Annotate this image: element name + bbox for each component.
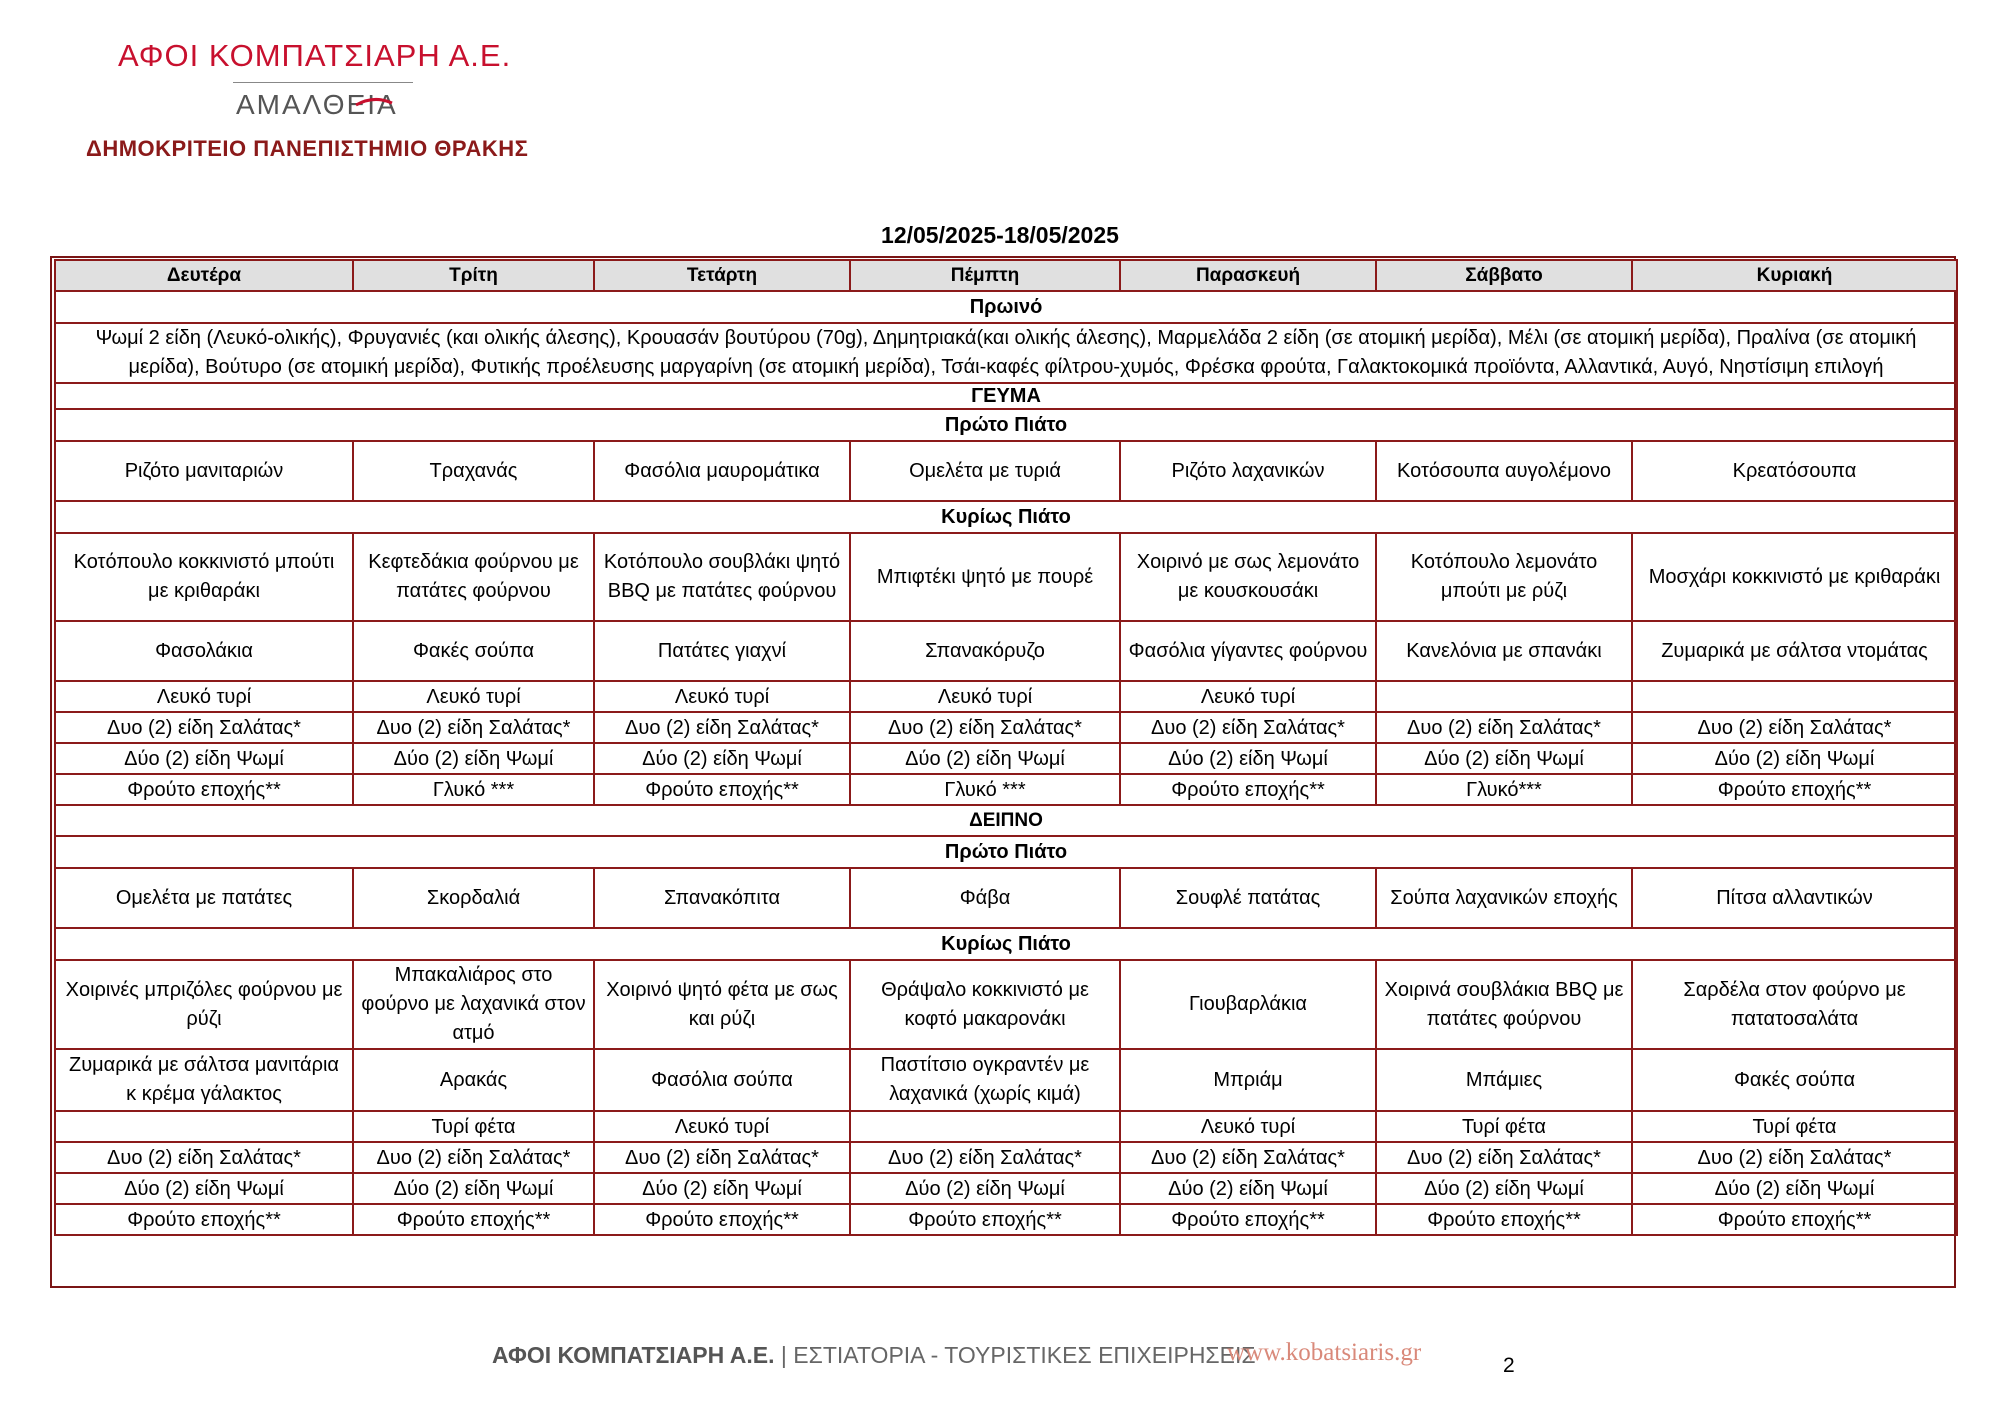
footer-company-line: [492, 1342, 1256, 1369]
menu-cell: Δύο (2) είδη Ψωμί: [353, 1173, 594, 1204]
menu-cell: Δύο (2) είδη Ψωμί: [1632, 743, 1957, 774]
breakfast-items: Ψωμί 2 είδη (Λευκό-ολικής), Φρυγανιές (και ολικής άλεσης), Κρουασάν βουτύρου (70g), Δημητριακά(και ολικής άλεσης), Μαρμελάδα 2 είδη (σε ατομική μερίδα), Μέλι (σε ατομική μερίδα), Πραλίνα (σε ατομική μερίδα), Βούτυρο (σε ατομική μερίδα), Φυτικής προέλευσης μαργαρίνη (σε ατομική μερίδα), Τσάι-καφές φίλτρου-χυμός, Φρέσκα φρούτα, Γαλακτοκομικά προϊόντα, Αλλαντικά, Αυγό, Νηστίσιμη επιλογή: [55, 323, 1957, 383]
lunch-first-course-row: [55, 441, 1957, 501]
menu-cell: Χοιρινό ψητό φέτα με σως και ρύζι: [594, 960, 850, 1049]
menu-cell: Δυο (2) είδη Σαλάτας*: [850, 1142, 1120, 1173]
menu-cell: Δύο (2) είδη Ψωμί: [55, 743, 353, 774]
menu-cell: Φασολάκια: [55, 621, 353, 681]
company-name: ΑΦΟΙ ΚΟΜΠΑΤΣΙΑΡΗ Α.Ε.: [118, 38, 512, 73]
menu-cell: Δύο (2) είδη Ψωμί: [1376, 743, 1632, 774]
menu-cell: Κοτόσουπα αυγολέμονο: [1376, 441, 1632, 501]
menu-cell: Χοιρινές μπριζόλες φούρνου με ρύζι: [55, 960, 353, 1049]
dinner-main-course-title: Κυρίως Πιάτο: [55, 928, 1957, 960]
menu-cell: [850, 1111, 1120, 1142]
day-header: Πέμπτη: [850, 260, 1120, 291]
menu-cell: Φάβα: [850, 868, 1120, 928]
menu-cell: Μοσχάρι κοκκινιστό με κριθαράκι: [1632, 533, 1957, 621]
menu-cell: Δύο (2) είδη Ψωμί: [55, 1173, 353, 1204]
dinner-main-course-row: [55, 960, 1957, 1049]
menu-cell: Δύο (2) είδη Ψωμί: [1120, 1173, 1376, 1204]
menu-cell: Αρακάς: [353, 1049, 594, 1111]
logo-divider: [233, 82, 413, 83]
menu-cell: Δύο (2) είδη Ψωμί: [850, 743, 1120, 774]
menu-cell: Κανελόνια με σπανάκι: [1376, 621, 1632, 681]
dinner-bread-row: [55, 1173, 1957, 1204]
menu-cell: Φρούτο εποχής**: [850, 1204, 1120, 1235]
lunch-main-course-row: [55, 533, 1957, 621]
menu-cell: Φρούτο εποχής**: [1120, 1204, 1376, 1235]
dinner-salad-row: [55, 1142, 1957, 1173]
week-date-range: 12/05/2025-18/05/2025: [881, 222, 1119, 248]
menu-cell: Τυρί φέτα: [1376, 1111, 1632, 1142]
day-header: Δευτέρα: [55, 260, 353, 291]
menu-cell: Φασόλια μαυρομάτικα: [594, 441, 850, 501]
menu-cell: Δυο (2) είδη Σαλάτας*: [1632, 1142, 1957, 1173]
menu-cell: Δυο (2) είδη Σαλάτας*: [1376, 1142, 1632, 1173]
menu-cell: Ζυμαρικά με σάλτσα ντομάτας: [1632, 621, 1957, 681]
menu-cell: Χοιρινό με σως λεμονάτο με κουσκουσάκι: [1120, 533, 1376, 621]
university-name: ΔΗΜΟΚΡΙΤΕΙΟ ΠΑΝΕΠΙΣΤΗΜΙΟ ΘΡΑΚΗΣ: [86, 136, 529, 161]
menu-cell: Δύο (2) είδη Ψωμί: [1120, 743, 1376, 774]
menu-cell: Φακές σούπα: [1632, 1049, 1957, 1111]
menu-cell: Μπριάμ: [1120, 1049, 1376, 1111]
dinner-first-course-title: Πρώτο Πιάτο: [55, 836, 1957, 868]
menu-cell: Δυο (2) είδη Σαλάτας*: [1120, 712, 1376, 743]
menu-cell: Φρούτο εποχής**: [1632, 1204, 1957, 1235]
lunch-bread-row: [55, 743, 1957, 774]
menu-cell: Δύο (2) είδη Ψωμί: [594, 1173, 850, 1204]
menu-cell: Ομελέτα με πατάτες: [55, 868, 353, 928]
menu-cell: Κοτόπουλο λεμονάτο μπούτι με ρύζι: [1376, 533, 1632, 621]
menu-cell: Φρούτο εποχής**: [594, 1204, 850, 1235]
menu-cell: Λευκό τυρί: [55, 681, 353, 712]
menu-cell: Δύο (2) είδη Ψωμί: [1632, 1173, 1957, 1204]
menu-cell: Μπακαλιάρος στο φούρνο με λαχανικά στον ατμό: [353, 960, 594, 1049]
menu-cell: Δυο (2) είδη Σαλάτας*: [55, 712, 353, 743]
menu-cell: Φασόλια γίγαντες φούρνου: [1120, 621, 1376, 681]
dinner-title: ΔΕΙΠΝΟ: [55, 805, 1957, 836]
menu-cell: Λευκό τυρί: [594, 1111, 850, 1142]
menu-cell: [1376, 681, 1632, 712]
menu-cell: Δύο (2) είδη Ψωμί: [594, 743, 850, 774]
menu-cell: Δυο (2) είδη Σαλάτας*: [594, 712, 850, 743]
menu-cell: Δύο (2) είδη Ψωμί: [1376, 1173, 1632, 1204]
menu-cell: Ριζότο μανιταριών: [55, 441, 353, 501]
menu-cell: Σπανακόπιτα: [594, 868, 850, 928]
menu-cell: Τυρί φέτα: [1632, 1111, 1957, 1142]
lunch-alternative-row: [55, 621, 1957, 681]
lunch-dessert-row: [55, 774, 1957, 805]
menu-cell: Σαρδέλα στον φούρνο με πατατοσαλάτα: [1632, 960, 1957, 1049]
menu-cell: Πατάτες γιαχνί: [594, 621, 850, 681]
menu-cell: Τυρί φέτα: [353, 1111, 594, 1142]
menu-cell: Δυο (2) είδη Σαλάτας*: [1376, 712, 1632, 743]
menu-cell: Λευκό τυρί: [1120, 681, 1376, 712]
day-header: Σάββατο: [1376, 260, 1632, 291]
menu-cell: Φρούτο εποχής**: [594, 774, 850, 805]
lunch-title: ΓΕΥΜΑ: [55, 383, 1957, 409]
menu-cell: Φρούτο εποχής**: [1376, 1204, 1632, 1235]
menu-cell: Δυο (2) είδη Σαλάτας*: [850, 712, 1120, 743]
menu-cell: Φασόλια σούπα: [594, 1049, 850, 1111]
menu-cell: Δύο (2) είδη Ψωμί: [353, 743, 594, 774]
menu-cell: Ζυμαρικά με σάλτσα μανιτάρια κ κρέμα γάλακτος: [55, 1049, 353, 1111]
menu-cell: Γλυκό***: [1376, 774, 1632, 805]
menu-cell: Γλυκό ***: [850, 774, 1120, 805]
menu-cell: Σούπα λαχανικών εποχής: [1376, 868, 1632, 928]
menu-cell: Γλυκό ***: [353, 774, 594, 805]
day-header: Παρασκευή: [1120, 260, 1376, 291]
menu-cell: Πίτσα αλλαντικών: [1632, 868, 1957, 928]
brand-name-text: ΑΜΑΛΘΕΙΑ: [236, 89, 398, 120]
lunch-salad-row: [55, 712, 1957, 743]
menu-cell: Τραχανάς: [353, 441, 594, 501]
menu-cell: Λευκό τυρί: [594, 681, 850, 712]
menu-cell: Ριζότο λαχανικών: [1120, 441, 1376, 501]
footer-website-link[interactable]: www.kobatsiaris.gr: [1227, 1339, 1422, 1366]
dinner-cheese-row: [55, 1111, 1957, 1142]
menu-cell: Δυο (2) είδη Σαλάτας*: [353, 712, 594, 743]
menu-cell: Σουφλέ πατάτας: [1120, 868, 1376, 928]
menu-cell: Λευκό τυρί: [353, 681, 594, 712]
menu-cell: Κοτόπουλο κοκκινιστό μπούτι με κριθαράκι: [55, 533, 353, 621]
menu-cell: Φρούτο εποχής**: [1632, 774, 1957, 805]
menu-cell: Κεφτεδάκια φούρνου με πατάτες φούρνου: [353, 533, 594, 621]
menu-cell: Δυο (2) είδη Σαλάτας*: [1120, 1142, 1376, 1173]
menu-cell: Δυο (2) είδη Σαλάτας*: [55, 1142, 353, 1173]
menu-cell: [55, 1111, 353, 1142]
menu-cell: Φρούτο εποχής**: [55, 1204, 353, 1235]
day-header: Κυριακή: [1632, 260, 1957, 291]
dinner-dessert-row: [55, 1204, 1957, 1235]
lunch-cheese-row: [55, 681, 1957, 712]
menu-cell: Κρεατόσουπα: [1632, 441, 1957, 501]
days-header-row: [55, 260, 1957, 291]
day-header: Τετάρτη: [594, 260, 850, 291]
menu-cell: [1632, 681, 1957, 712]
menu-cell: Γιουβαρλάκια: [1120, 960, 1376, 1049]
menu-cell: Σκορδαλιά: [353, 868, 594, 928]
page-number: 2: [1503, 1354, 1515, 1377]
breakfast-title: Πρωινό: [55, 291, 1957, 323]
menu-cell: Κοτόπουλο σουβλάκι ψητό BBQ με πατάτες φούρνου: [594, 533, 850, 621]
company-logo: [118, 38, 538, 121]
brand-swoosh-icon: [354, 93, 394, 111]
menu-cell: Δυο (2) είδη Σαλάτας*: [1632, 712, 1957, 743]
menu-cell: Λευκό τυρί: [1120, 1111, 1376, 1142]
menu-cell: Μπιφτέκι ψητό με πουρέ: [850, 533, 1120, 621]
menu-cell: Ομελέτα με τυριά: [850, 441, 1120, 501]
day-header: Τρίτη: [353, 260, 594, 291]
menu-cell: Δύο (2) είδη Ψωμί: [850, 1173, 1120, 1204]
menu-cell: Χοιρινά σουβλάκια BBQ με πατάτες φούρνου: [1376, 960, 1632, 1049]
weekly-menu-table: [54, 259, 1958, 1236]
menu-cell: Δυο (2) είδη Σαλάτας*: [353, 1142, 594, 1173]
dinner-alternative-row: [55, 1049, 1957, 1111]
menu-cell: Φακές σούπα: [353, 621, 594, 681]
brand-name: [236, 89, 398, 121]
menu-cell: Μπάμιες: [1376, 1049, 1632, 1111]
menu-cell: Φρούτο εποχής**: [55, 774, 353, 805]
dinner-first-course-row: [55, 868, 1957, 928]
footer-tagline: | ΕΣΤΙΑΤΟΡΙΑ - ΤΟΥΡΙΣΤΙΚΕΣ ΕΠΙΧΕΙΡΗΣΕΙΣ: [780, 1342, 1256, 1368]
lunch-main-course-title: Κυρίως Πιάτο: [55, 501, 1957, 533]
menu-cell: Παστίτσιο ογκραντέν με λαχανικά (χωρίς κιμά): [850, 1049, 1120, 1111]
lunch-first-course-title: Πρώτο Πιάτο: [55, 409, 1957, 441]
menu-cell: Φρούτο εποχής**: [1120, 774, 1376, 805]
menu-cell: Σπανακόρυζο: [850, 621, 1120, 681]
menu-cell: Δυο (2) είδη Σαλάτας*: [594, 1142, 850, 1173]
menu-cell: Φρούτο εποχής**: [353, 1204, 594, 1235]
menu-cell: Θράψαλο κοκκινιστό με κοφτό μακαρονάκι: [850, 960, 1120, 1049]
menu-cell: Λευκό τυρί: [850, 681, 1120, 712]
footer-company: ΑΦΟΙ ΚΟΜΠΑΤΣΙΑΡΗ Α.Ε.: [492, 1342, 775, 1368]
